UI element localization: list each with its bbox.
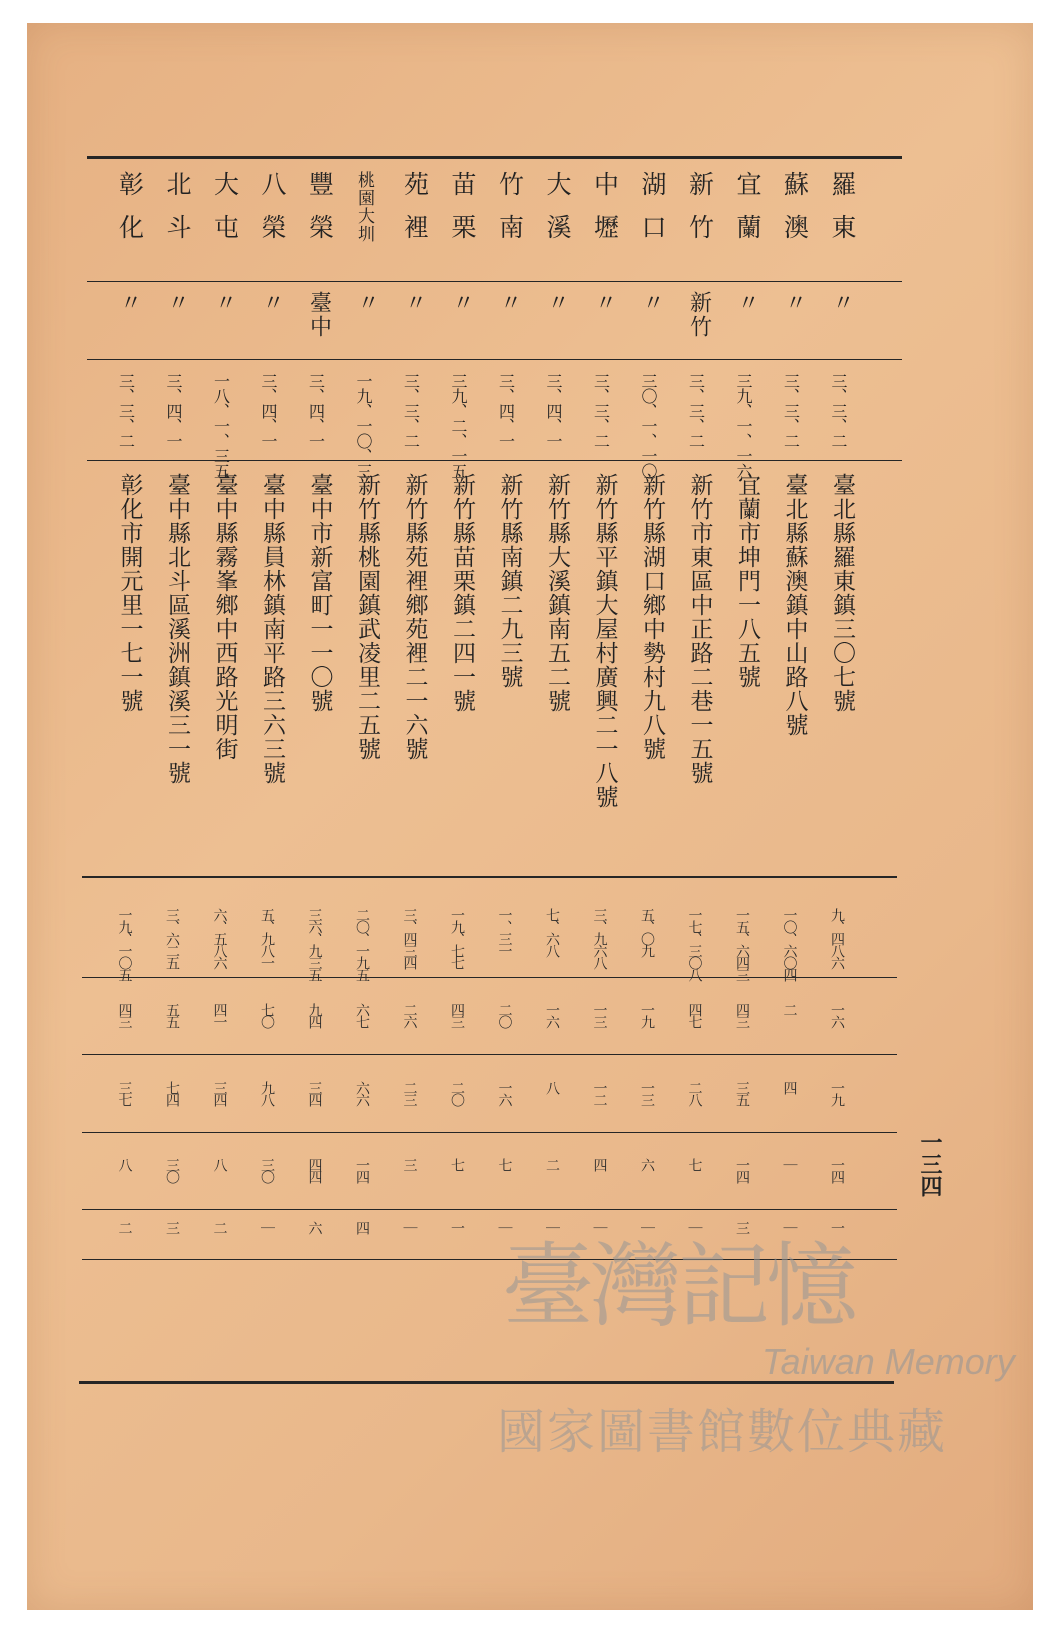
cell-v4: 七 [449, 1158, 465, 1170]
cell-name: 八榮 [258, 171, 287, 257]
rule-after-names [87, 281, 902, 282]
cell-v3: 六六 [354, 1081, 370, 1105]
cell-v1: 五、九八一 [259, 908, 275, 968]
cell-address: 新竹縣桃園鎮武凌里二五號 [354, 473, 380, 761]
cell-county: 〃 [211, 291, 237, 315]
cell-v5: ｜ [544, 1221, 560, 1233]
cell-v2: 四三 [734, 1003, 750, 1027]
cell-address: 臺北縣蘇澳鎮中山路八號 [781, 473, 808, 737]
section-rule [82, 876, 897, 878]
cell-v1: 九、四八六 [829, 908, 845, 968]
cell-v4: 六 [639, 1158, 655, 1170]
top-rule [87, 156, 902, 159]
cell-name: 苑裡 [400, 171, 430, 257]
cell-v4: 三 [401, 1158, 418, 1170]
cell-date: 三、四、一 [259, 373, 278, 448]
cell-v4: 一四 [829, 1158, 845, 1182]
cell-name: 中壢 [590, 171, 620, 257]
cell-v2: 五五 [164, 1003, 180, 1027]
rule-after-v2 [82, 1054, 897, 1055]
rule-after-v4 [82, 1209, 897, 1210]
cell-date: 三、三、二 [401, 373, 421, 448]
cell-v1: 七、六八 [544, 908, 560, 956]
cell-v1: 三、六二五 [164, 908, 180, 968]
cell-v5: ｜ [686, 1221, 703, 1233]
cell-v2: 二 [781, 1003, 798, 1015]
cell-address: 彰化市開元里一七一號 [116, 473, 143, 713]
cell-v1: 一七、三〇八 [686, 908, 703, 980]
cell-address: 新竹縣平鎮大屋村廣興二一八號 [591, 473, 618, 809]
cell-county: 〃 [639, 291, 664, 315]
cell-county: 〃 [544, 291, 569, 315]
cell-address: 新竹縣大溪鎮南五二號 [544, 473, 570, 713]
cell-name: 豐榮 [305, 171, 335, 257]
cell-v4: 二 [544, 1158, 560, 1170]
cell-date: 一八、一、三五 [211, 373, 231, 478]
cell-county: 〃 [591, 291, 617, 315]
cell-date: 三、三、二 [116, 373, 136, 448]
cell-v5: 一 [829, 1221, 845, 1233]
cell-v5: ｜ [496, 1221, 513, 1233]
cell-v5: 四 [354, 1221, 370, 1233]
page-number: 一三四 [917, 1131, 943, 1197]
cell-v4: 七 [496, 1158, 513, 1170]
cell-address: 新竹縣苑裡鄉苑裡二一六號 [401, 473, 428, 761]
cell-county: 〃 [781, 291, 807, 315]
cell-v4: 三〇 [164, 1158, 180, 1182]
cell-v3: 七四 [164, 1081, 180, 1105]
cell-v5: ｜ [781, 1221, 798, 1233]
cell-v2: 四三 [449, 1003, 465, 1027]
cell-v3: 八 [544, 1081, 560, 1093]
cell-v1: 一五、六四三 [734, 908, 750, 980]
cell-v5: ｜ [591, 1221, 608, 1233]
rule-after-dates [87, 460, 902, 461]
cell-date: 三、四、一 [544, 373, 563, 448]
cell-county: 〃 [496, 291, 522, 315]
cell-name: 竹南 [495, 171, 525, 257]
cell-v1: 一九、七七 [449, 908, 465, 968]
cell-v2: 二六 [401, 1003, 418, 1027]
cell-v1: 六、五八六 [211, 908, 228, 968]
cell-name: 羅東 [828, 171, 857, 257]
cell-v3: 二〇 [449, 1081, 465, 1105]
cell-v5: 三 [164, 1221, 180, 1233]
cell-address: 宜蘭市坤門一八五號 [734, 473, 760, 689]
cell-v4: 七 [686, 1158, 703, 1170]
cell-v3: 一六 [496, 1081, 513, 1105]
cell-date: 一九、一〇、三 [354, 373, 373, 478]
cell-v1: 一九、一〇五 [116, 908, 133, 980]
cell-county: 〃 [164, 291, 189, 315]
cell-v4: 八 [211, 1158, 228, 1170]
cell-v2: 七〇 [259, 1003, 275, 1027]
cell-v1: 三六、九三五 [306, 908, 323, 980]
cell-date: 三、三、二 [829, 373, 848, 448]
cell-v1: 五、〇九 [639, 908, 655, 956]
cell-date: 三、三、二 [686, 373, 706, 448]
cell-address: 臺中市新富町一一〇號 [306, 473, 333, 713]
cell-v4: ｜ [781, 1158, 798, 1170]
cell-v5: 六 [306, 1221, 323, 1233]
watermark-institution: 國家圖書館數位典藏 [497, 1404, 948, 1460]
cell-name: 北斗 [163, 171, 192, 257]
cell-v5: 三 [734, 1221, 750, 1233]
cell-v5: 二 [116, 1221, 133, 1233]
cell-v2: 一六 [544, 1003, 560, 1027]
cell-address: 新竹縣湖口鄉中勢村九八號 [639, 473, 665, 761]
cell-v4: 八 [116, 1158, 133, 1170]
cell-address: 新竹縣南鎮二九三號 [496, 473, 523, 689]
cell-v2: 四一 [211, 1003, 228, 1027]
cell-name: 宜蘭 [733, 171, 762, 257]
cell-address: 臺中縣員林鎮南平路三六三號 [259, 473, 285, 785]
cell-address: 臺中縣北斗區溪洲鎮溪三一號 [164, 473, 190, 785]
cell-v2: 一六 [829, 1003, 845, 1027]
cell-v2: 四三 [116, 1003, 133, 1027]
cell-v3: 一九 [829, 1081, 845, 1105]
cell-v3: 一三 [639, 1081, 655, 1105]
cell-v2: 四七 [686, 1003, 703, 1027]
cell-county: 〃 [401, 291, 427, 315]
cell-county: 〃 [116, 291, 142, 315]
cell-v4: 四四 [306, 1158, 323, 1182]
document-page [27, 23, 1033, 1610]
cell-v5: ｜ [259, 1221, 275, 1233]
cell-v3: 一二 [591, 1081, 608, 1105]
cell-v4: 一四 [354, 1158, 370, 1182]
watermark-logo: 臺灣記憶 [502, 1233, 855, 1340]
cell-county: 〃 [449, 291, 474, 315]
cell-name: 苗栗 [448, 171, 477, 257]
cell-name: 大屯 [210, 171, 240, 257]
rule-after-county [87, 359, 902, 360]
cell-name: 蘇澳 [780, 171, 810, 257]
cell-date: 三、四、一 [306, 373, 326, 448]
cell-v1: 三、九六八 [591, 908, 608, 968]
cell-county: 〃 [734, 291, 759, 315]
cell-date: 三、三、二 [781, 373, 801, 448]
cell-name: 新竹 [685, 171, 715, 257]
cell-v3: 九八 [259, 1081, 275, 1105]
cell-date: 三九、一、一六 [734, 373, 753, 478]
cell-date: 三九、二、一五 [449, 373, 468, 478]
cell-v2: 一三 [591, 1003, 608, 1027]
cell-v1: 三、四三四 [401, 908, 418, 968]
cell-v3: 二八 [686, 1081, 703, 1105]
cell-county: 〃 [354, 291, 379, 315]
cell-date: 三、四、一 [164, 373, 183, 448]
cell-date: 三、四、一 [496, 373, 516, 448]
cell-v2: 九四 [306, 1003, 323, 1027]
cell-county: 〃 [259, 291, 284, 315]
cell-v5: 一 [449, 1221, 465, 1233]
cell-v4: 三〇 [259, 1158, 275, 1182]
cell-v1: 一、三一 [496, 908, 513, 956]
cell-address: 新竹市東區中正路二巷一五號 [686, 473, 713, 785]
cell-v3: 三四 [306, 1081, 323, 1105]
cell-address: 臺中縣霧峯鄉中西路光明街 [211, 473, 238, 761]
cell-name: 湖口 [638, 171, 667, 257]
cell-v4: 四 [591, 1158, 608, 1170]
watermark-english: Taiwan Memory [762, 1341, 1015, 1382]
cell-v1: 一〇、六〇四 [781, 908, 798, 980]
cell-name: 彰化 [115, 171, 145, 257]
cell-v3: 三七 [116, 1081, 133, 1105]
cell-v3: 二三 [401, 1081, 418, 1105]
cell-name: 大溪 [543, 171, 572, 257]
cell-date: 三、三、二 [591, 373, 611, 448]
cell-county: 新竹 [686, 291, 712, 339]
cell-v5: 二 [211, 1221, 228, 1233]
cell-v2: 二〇 [496, 1003, 513, 1027]
cell-v1: 二〇、一九五 [354, 908, 370, 980]
cell-v3: 四 [781, 1081, 798, 1093]
cell-v5: ｜ [639, 1221, 655, 1233]
cell-v2: 六七 [354, 1003, 370, 1027]
cell-date: 三〇、一、一〇 [639, 373, 658, 478]
cell-address: 新竹縣苗栗鎮二四一號 [449, 473, 475, 713]
rule-after-v3 [82, 1132, 897, 1133]
cell-name: 桃園大圳 [354, 171, 374, 243]
cell-v2: 一九 [639, 1003, 655, 1027]
rule-after-v1 [82, 977, 897, 978]
cell-address: 臺北縣羅東鎮三〇七號 [829, 473, 855, 713]
cell-v3: 三五 [734, 1081, 750, 1105]
cell-v4: 一四 [734, 1158, 750, 1182]
cell-v3: 三四 [211, 1081, 228, 1105]
cell-v5: ｜ [401, 1221, 418, 1233]
cell-county: 〃 [829, 291, 854, 315]
cell-county: 臺中 [306, 291, 332, 339]
